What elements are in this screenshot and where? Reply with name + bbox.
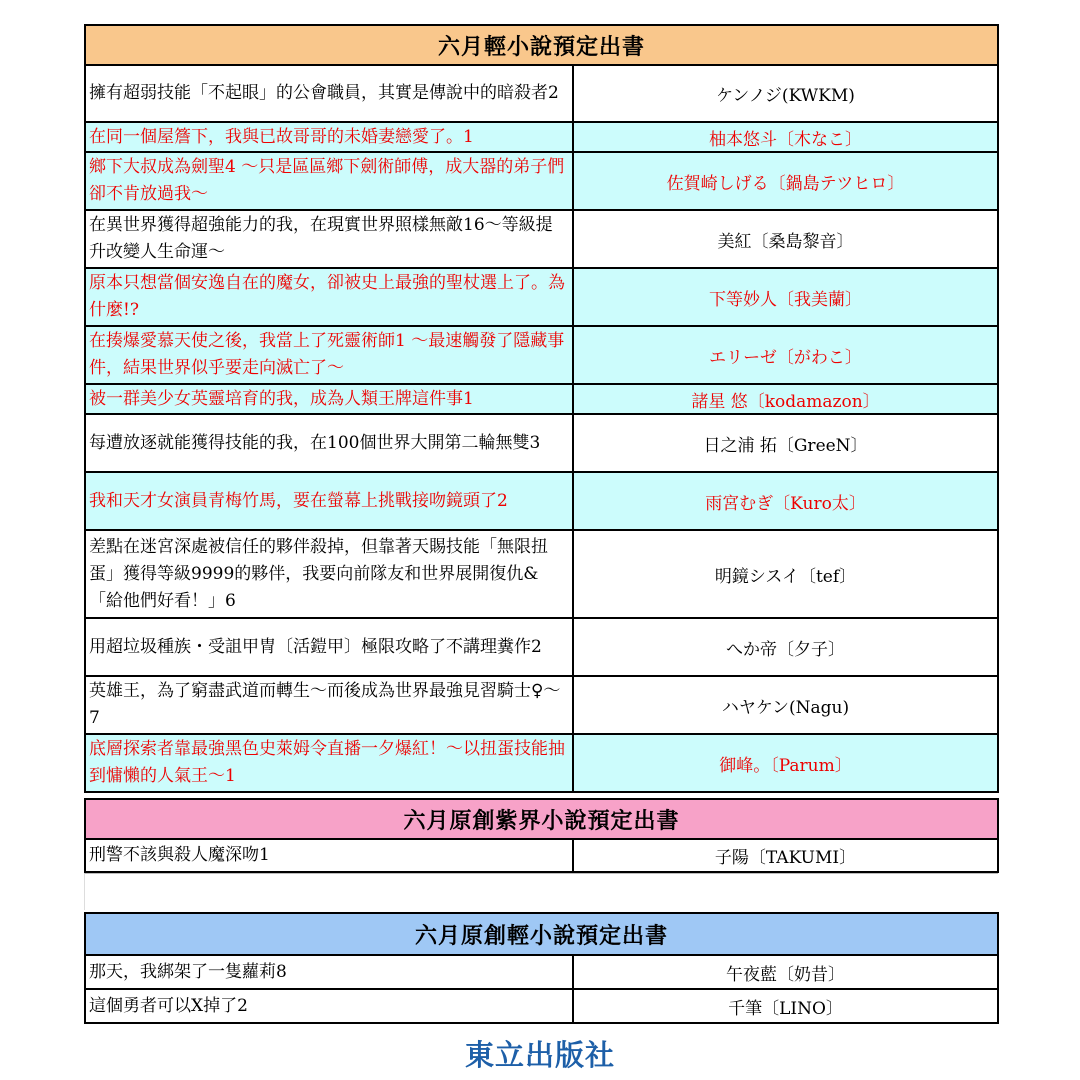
book-title: 這個勇者可以X掉了2 bbox=[85, 989, 573, 1023]
book-author: 佐賀崎しげる〔鍋島テツヒロ〕 bbox=[573, 152, 998, 210]
section-divider bbox=[84, 873, 998, 910]
table-row bbox=[85, 618, 998, 676]
book-author: 子陽〔TAKUMI〕 bbox=[573, 839, 998, 872]
book-title: 用超垃圾種族・受詛甲冑〔活鎧甲〕極限攻略了不講理糞作2 bbox=[85, 618, 573, 676]
book-author: へか帝〔夕子〕 bbox=[573, 618, 998, 676]
table-row bbox=[85, 989, 998, 1023]
book-author: 御峰。〔Parum〕 bbox=[573, 734, 998, 792]
table-row bbox=[85, 65, 998, 122]
book-author: 諸星 悠〔kodamazon〕 bbox=[573, 384, 998, 414]
section-title: 六月原創輕小說預定出書 bbox=[85, 913, 998, 955]
table-row bbox=[85, 472, 998, 530]
june-light-novel-table bbox=[84, 24, 999, 793]
book-author: 千筆〔LINO〕 bbox=[573, 989, 998, 1023]
book-author: ケンノジ(KWKM) bbox=[573, 65, 998, 122]
book-title: 鄉下大叔成為劍聖4 ～只是區區鄉下劍術師傅，成大器的弟子們卻不肯放過我～ bbox=[85, 152, 573, 210]
section-header bbox=[85, 913, 998, 955]
book-title: 差點在迷宮深處被信任的夥伴殺掉，但靠著天賜技能「無限扭蛋」獲得等級9999的夥伴，我要向前隊友和世界展開復仇&「給他們好看！」6 bbox=[85, 530, 573, 618]
book-title: 被一群美少女英靈培育的我，成為人類王牌這件事1 bbox=[85, 384, 573, 414]
book-author: 美紅〔桑島黎音〕 bbox=[573, 210, 998, 268]
section-header bbox=[85, 799, 998, 839]
publisher-logo: 東立出版社 bbox=[464, 1038, 615, 1072]
table-row bbox=[85, 210, 998, 268]
table-row bbox=[85, 414, 998, 472]
book-title: 刑警不該與殺人魔深吻1 bbox=[85, 839, 573, 872]
book-author: 雨宮むぎ〔Kuro太〕 bbox=[573, 472, 998, 530]
june-original-light-novel-table bbox=[84, 912, 999, 1024]
book-author: ハヤケン(Nagu) bbox=[573, 676, 998, 734]
table-row bbox=[85, 268, 998, 326]
table-row bbox=[85, 839, 998, 872]
book-title: 原本只想當個安逸自在的魔女，卻被史上最強的聖杖選上了。為什麼!? bbox=[85, 268, 573, 326]
book-author: 午夜藍〔奶昔〕 bbox=[573, 955, 998, 989]
book-author: 日之浦 拓〔GreeN〕 bbox=[573, 414, 998, 472]
table-row bbox=[85, 122, 998, 152]
book-title: 在同一個屋簷下，我與已故哥哥的未婚妻戀愛了。1 bbox=[85, 122, 573, 152]
book-author: 下等妙人〔我美蘭〕 bbox=[573, 268, 998, 326]
table-row bbox=[85, 530, 998, 618]
book-title: 每遭放逐就能獲得技能的我，在100個世界大開第二輪無雙3 bbox=[85, 414, 573, 472]
book-title: 我和天才女演員青梅竹馬，要在螢幕上挑戰接吻鏡頭了2 bbox=[85, 472, 573, 530]
table-row bbox=[85, 734, 998, 792]
book-title: 英雄王，為了窮盡武道而轉生～而後成為世界最強見習騎士♀～7 bbox=[85, 676, 573, 734]
book-title: 在揍爆愛慕天使之後，我當上了死靈術師1 ～最速觸發了隱藏事件，結果世界似乎要走向滅亡了～ bbox=[85, 326, 573, 384]
section-title: 六月原創紫界小說預定出書 bbox=[85, 799, 998, 839]
book-title: 擁有超弱技能「不起眼」的公會職員，其實是傳說中的暗殺者2 bbox=[85, 65, 573, 122]
june-original-bl-novel-table bbox=[84, 798, 999, 873]
table-row bbox=[85, 326, 998, 384]
book-title: 在異世界獲得超強能力的我，在現實世界照樣無敵16～等級提升改變人生命運～ bbox=[85, 210, 573, 268]
table-row bbox=[85, 955, 998, 989]
book-author: エリーゼ〔がわこ〕 bbox=[573, 326, 998, 384]
table-row bbox=[85, 152, 998, 210]
book-title: 那天，我綁架了一隻蘿莉8 bbox=[85, 955, 573, 989]
table-row bbox=[85, 676, 998, 734]
book-author: 明鏡シスイ〔tef〕 bbox=[573, 530, 998, 618]
section-header bbox=[85, 25, 998, 65]
section-title: 六月輕小說預定出書 bbox=[85, 25, 998, 65]
book-author: 柚本悠斗〔木なこ〕 bbox=[573, 122, 998, 152]
book-title: 底層探索者靠最強黑色史萊姆令直播一夕爆紅！～以扭蛋技能抽到慵懶的人氣王～1 bbox=[85, 734, 573, 792]
table-row bbox=[85, 384, 998, 414]
